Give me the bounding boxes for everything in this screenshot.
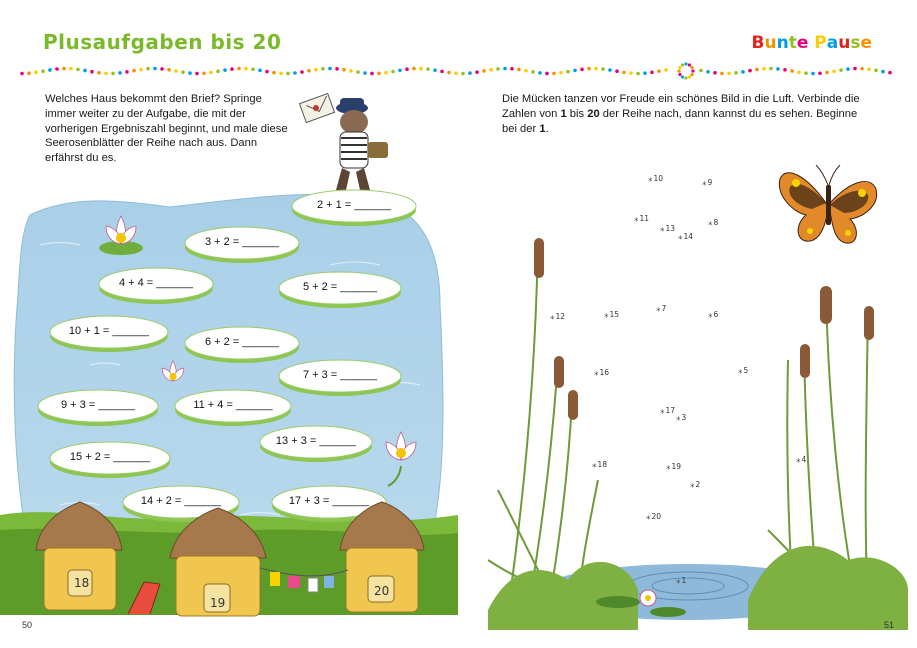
divider-dot — [335, 67, 339, 71]
equation: 15 + 2 = ______ — [69, 451, 151, 463]
divider-dot — [139, 68, 143, 72]
title-letter: a — [826, 33, 839, 53]
title-letter: t — [788, 33, 797, 53]
gnat-number: ⁎ 20 — [646, 512, 661, 522]
divider-dot — [244, 67, 248, 71]
water-lily-flower-icon — [378, 428, 424, 488]
water-lily-flower-icon — [96, 208, 146, 258]
title-letter: u — [764, 33, 777, 53]
divider-dot — [146, 67, 150, 71]
divider-dot — [41, 69, 45, 73]
left-page — [0, 0, 458, 648]
divider-dot — [293, 71, 297, 75]
divider-dot — [279, 72, 283, 76]
gnat-number: ⁎ 16 — [594, 368, 609, 378]
divider-dot — [223, 68, 227, 72]
divider-dot — [419, 67, 423, 71]
divider-dot — [405, 67, 409, 71]
divider-dot — [370, 72, 374, 76]
equation: 6 + 2 = ______ — [204, 336, 279, 348]
gnat-number: ⁎ 12 — [550, 312, 565, 322]
divider-dot — [398, 68, 402, 72]
divider-dot — [125, 70, 129, 74]
gnat-number: ⁎ 1 — [676, 576, 686, 586]
divider-dot — [160, 67, 164, 71]
right-page — [458, 0, 916, 648]
equation: 10 + 1 = ______ — [68, 325, 150, 337]
lily-pad — [173, 388, 293, 428]
divider-dot — [363, 71, 367, 75]
divider-dot — [209, 71, 213, 75]
equation: 2 + 1 = ______ — [316, 199, 391, 211]
lily-pad — [48, 314, 170, 354]
gnat-number: ⁎ 18 — [592, 460, 607, 470]
house-number: 20 — [374, 584, 390, 598]
divider-dot — [328, 67, 332, 71]
page-number: 51 — [883, 620, 894, 630]
divider-dot — [195, 72, 199, 76]
divider-dot — [258, 69, 262, 73]
divider-dot — [20, 72, 24, 76]
divider-dot — [90, 70, 94, 74]
divider-dot — [314, 68, 318, 72]
divider-dot — [83, 69, 87, 73]
divider-dot — [391, 70, 395, 74]
gnat-number: ⁎ 3 — [676, 413, 686, 423]
divider-dot — [251, 67, 255, 71]
gnat-number: ⁎ 8 — [708, 218, 718, 228]
instructions-left: Welches Haus bekommt den Brief? Springe immer weiter zu der Aufgabe, die mit der vorherigen Ergebniszahl beginnt, und male diese Seerosenblätter der Reihe nach aus. Dann erfährst du es. — [45, 93, 288, 165]
divider-dot — [69, 67, 73, 71]
equation: 3 + 2 = ______ — [204, 236, 279, 248]
lily-pad — [277, 358, 403, 398]
divider-dot — [321, 67, 325, 71]
divider-dot — [272, 71, 276, 75]
gnat-number: ⁎ 5 — [738, 366, 748, 376]
instructions-right: Die Mücken tanzen vor Freude ein schönes Bild in die Luft. Verbinde die Zahlen von 1 bis 20 der Reihe nach, dann kannst du es sehen. Beginne bei der 1. — [502, 93, 860, 135]
divider-dot — [300, 70, 304, 74]
divider-dot — [286, 72, 290, 76]
lily-pad — [48, 440, 172, 480]
lily-pad — [36, 388, 160, 428]
divider-dot — [356, 70, 360, 74]
divider-dot — [433, 68, 437, 72]
equation: 5 + 2 = ______ — [302, 281, 377, 293]
divider-dot — [55, 67, 59, 71]
divider-dot — [349, 69, 353, 73]
divider-dot — [230, 67, 234, 71]
gnat-number: ⁎ 17 — [660, 406, 675, 416]
equation: 4 + 4 = ______ — [118, 277, 193, 289]
page-title — [752, 33, 873, 53]
title-letter: e — [860, 33, 872, 53]
divider-dot — [132, 69, 136, 73]
gnat-number: ⁎ 2 — [690, 480, 700, 490]
equation: 14 + 2 = ______ — [140, 495, 222, 507]
house-number: 19 — [210, 596, 226, 610]
divider-dot — [265, 70, 269, 74]
divider-dot — [153, 67, 157, 71]
equation: 7 + 3 = ______ — [302, 369, 377, 381]
divider-dot — [167, 68, 171, 72]
equation: 13 + 3 = ______ — [275, 435, 357, 447]
gnat-number: ⁎ 15 — [604, 310, 619, 320]
divider-dot — [174, 69, 178, 73]
lily-pad — [97, 266, 215, 306]
divider-dot — [34, 71, 38, 75]
divider-dot — [118, 71, 122, 75]
divider-dot — [307, 69, 311, 73]
lily-pad — [183, 225, 301, 265]
page-number: 50 — [22, 620, 33, 630]
gnat-number: ⁎ 19 — [666, 462, 681, 472]
equation: 9 + 3 = ______ — [60, 399, 135, 411]
title-letter: P — [814, 33, 827, 53]
divider-dot — [440, 70, 444, 74]
page-title: Plusaufgaben bis 20 — [43, 30, 282, 54]
divider-dot — [202, 71, 206, 75]
divider-dot — [216, 70, 220, 74]
gnat-number: ⁎ 4 — [796, 455, 806, 465]
divider-dot — [237, 67, 241, 71]
title-letter: u — [838, 33, 851, 53]
divider-dot — [27, 71, 31, 75]
lily-pad — [277, 270, 403, 310]
lily-pad — [290, 188, 418, 228]
huts-illustration — [30, 498, 430, 620]
title-letter: B — [751, 33, 765, 53]
divider-dot — [342, 68, 346, 72]
reeds-pond-illustration — [488, 230, 908, 630]
gnat-number: ⁎ 10 — [648, 174, 663, 184]
divider-dot — [104, 72, 108, 76]
house-number: 18 — [74, 576, 90, 590]
equation: 17 + 3 = ______ — [288, 495, 370, 507]
gnat-number: ⁎ 14 — [678, 232, 693, 242]
divider-dot — [62, 67, 66, 71]
gnat-number: ⁎ 11 — [634, 214, 649, 224]
divider-dot — [447, 71, 451, 75]
divider-dot — [97, 71, 101, 75]
divider-dot — [111, 72, 115, 76]
divider-dot — [384, 71, 388, 75]
divider-dot — [188, 71, 192, 75]
mailman-mole-illustration — [290, 80, 410, 200]
divider-dot — [412, 67, 416, 71]
equation: 11 + 4 = ______ — [193, 399, 273, 411]
title-letter: n — [776, 33, 789, 53]
divider-dot — [48, 68, 52, 72]
title-letter: s — [850, 33, 861, 53]
gnat-number: ⁎ 13 — [660, 224, 675, 234]
gnat-number: ⁎ 7 — [656, 304, 666, 314]
gnat-number: ⁎ 6 — [708, 310, 718, 320]
divider-dot — [377, 72, 381, 76]
lily-pad — [258, 424, 374, 464]
divider-dot — [426, 67, 430, 71]
title-letter: e — [796, 33, 809, 53]
gnat-number: ⁎ 9 — [702, 178, 712, 188]
divider-dot — [181, 70, 185, 74]
divider-dot — [76, 68, 80, 72]
